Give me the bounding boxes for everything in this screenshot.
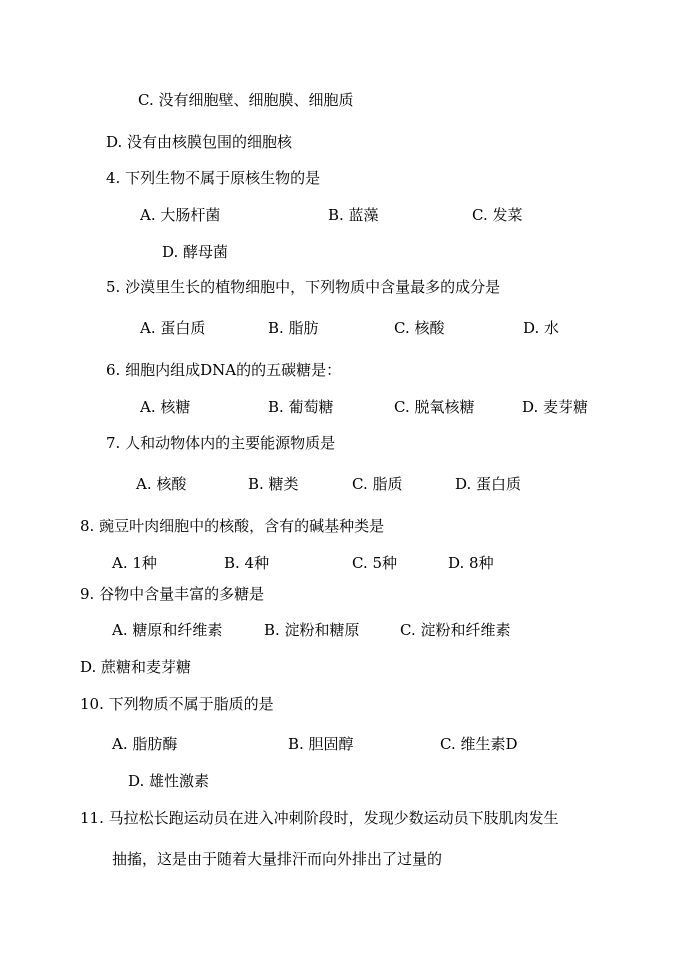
q10-option-a: A. 脂肪酶 [112, 735, 178, 753]
q5-option-b: B. 脂肪 [268, 319, 319, 337]
q5-option-c: C. 核酸 [394, 319, 445, 337]
q8-option-c: C. 5种 [352, 554, 398, 572]
q4-option-c: C. 发菜 [472, 206, 523, 224]
q5-option-d: D. 水 [523, 319, 560, 337]
q6-option-a: A. 核糖 [140, 398, 191, 416]
q10-option-b: B. 胆固醇 [288, 735, 354, 753]
q4-option-d: D. 酵母菌 [162, 243, 229, 261]
question-5: 5. 沙漠里生长的植物细胞中，下列物质中含量最多的成分是 [106, 278, 501, 296]
question-9: 9. 谷物中含量丰富的多糖是 [80, 585, 265, 603]
q9-option-a: A. 糖原和纤维素 [112, 621, 223, 639]
q6-option-d: D. 麦芽糖 [522, 398, 589, 416]
q8-option-b: B. 4种 [224, 554, 270, 572]
question-4: 4. 下列生物不属于原核生物的是 [106, 169, 321, 187]
question-10: 10. 下列物质不属于脂质的是 [80, 695, 274, 713]
q3-option-d: D. 没有由核膜包围的细胞核 [106, 133, 293, 151]
question-11-continued: 抽搐，这是由于随着大量排汗而向外排出了过量的 [112, 850, 443, 868]
question-11: 11. 马拉松长跑运动员在进入冲刺阶段时，发现少数运动员下肢肌肉发生 [80, 809, 559, 827]
q7-option-b: B. 糖类 [248, 475, 299, 493]
q7-option-c: C. 脂质 [352, 475, 403, 493]
q9-option-b: B. 淀粉和糖原 [264, 621, 360, 639]
q7-option-a: A. 核酸 [136, 475, 187, 493]
q7-option-d: D. 蛋白质 [455, 475, 522, 493]
q9-option-c: C. 淀粉和纤维素 [400, 621, 511, 639]
q9-option-d: D. 蔗糖和麦芽糖 [80, 658, 192, 676]
q4-option-a: A. 大肠杆菌 [140, 206, 221, 224]
q3-option-c: C. 没有细胞壁、细胞膜、细胞质 [138, 91, 354, 109]
q8-option-d: D. 8种 [448, 554, 494, 572]
q4-option-b: B. 蓝藻 [328, 206, 379, 224]
q10-option-c: C. 维生素D [440, 735, 518, 753]
question-6: 6. 细胞内组成DNA的的五碳糖是： [106, 361, 342, 379]
q5-option-a: A. 蛋白质 [140, 319, 206, 337]
q6-option-b: B. 葡萄糖 [268, 398, 334, 416]
q10-option-d: D. 雄性激素 [128, 772, 210, 790]
q8-option-a: A. 1种 [112, 554, 157, 572]
question-8: 8. 豌豆叶肉细胞中的核酸，含有的碱基种类是 [80, 517, 385, 535]
question-7: 7. 人和动物体内的主要能源物质是 [106, 434, 336, 452]
q6-option-c: C. 脱氧核糖 [394, 398, 475, 416]
